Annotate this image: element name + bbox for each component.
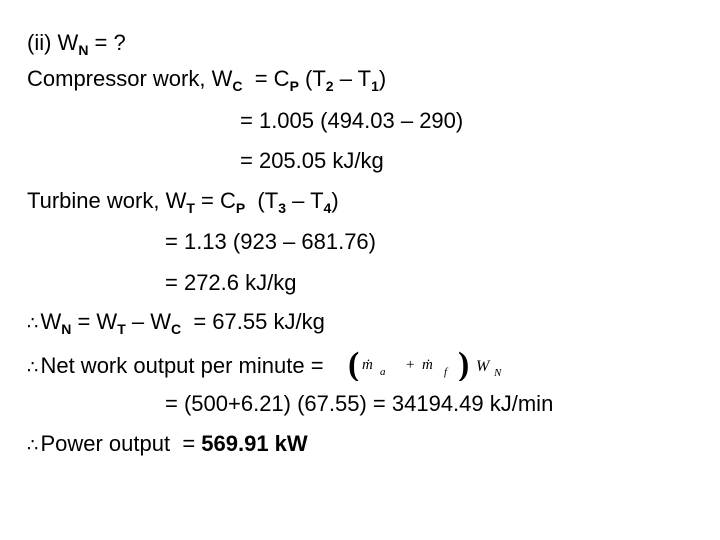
text: = 205.05 kJ/kg	[240, 148, 384, 173]
power-output-value: 569.91 kW	[201, 431, 308, 456]
subscript: P	[235, 200, 246, 216]
text: = (500+6.21) (67.55) = 34194.49 kJ/min	[165, 391, 554, 416]
therefore-icon: ∴	[27, 356, 39, 378]
subscript: N	[61, 321, 72, 337]
subscript: T	[186, 200, 195, 216]
text: W	[40, 309, 62, 334]
text: – T	[333, 66, 372, 91]
formula-sub-f: f	[443, 366, 447, 378]
mass-flow-calc-line	[165, 391, 553, 417]
compressor-calc-line	[240, 108, 463, 134]
formula-graphic	[348, 347, 528, 381]
subscript: 4	[323, 200, 332, 216]
therefore-icon: ∴	[27, 435, 39, 456]
text: = 1.005 (494.03 – 290)	[240, 108, 464, 133]
text: = C	[194, 188, 236, 213]
formula-w: W	[475, 358, 489, 375]
formula-m2: ṁ	[421, 357, 433, 373]
subscript: C	[232, 78, 243, 94]
text: Net work output per minute =	[40, 352, 324, 378]
formula-plus: +	[405, 357, 415, 373]
compressor-result-line	[240, 148, 384, 174]
formula-open-paren: (	[347, 347, 359, 381]
text: = 67.55 kJ/kg	[181, 309, 325, 334]
question-label: (ii) W	[27, 30, 79, 55]
subscript: 1	[371, 78, 379, 94]
subscript: 3	[278, 200, 286, 216]
text: = 1.13 (923 – 681.76)	[165, 229, 376, 254]
subscript: C	[170, 321, 182, 337]
text: (T	[298, 66, 326, 91]
mass-flow-formula	[348, 347, 528, 387]
therefore-icon: ∴	[27, 313, 39, 334]
text: )	[378, 66, 387, 91]
text: – T	[286, 188, 324, 213]
turbine-result-line	[165, 270, 296, 296]
net-work-line	[27, 309, 325, 337]
turbine-calc-line	[165, 229, 376, 255]
text: )	[331, 188, 339, 213]
formula-close-paren: )	[457, 347, 469, 381]
question-rest: = ?	[88, 30, 126, 55]
text: = 272.6 kJ/kg	[165, 270, 297, 295]
power-output-line	[27, 431, 308, 459]
text: Compressor work, W	[27, 66, 233, 91]
subscript: N	[78, 42, 89, 58]
formula-sub-a: a	[379, 366, 386, 378]
compressor-work-line	[27, 66, 386, 92]
text: = W	[71, 309, 118, 334]
question-line	[27, 30, 126, 56]
formula-sub-n: N	[493, 367, 502, 379]
subscript: P	[289, 78, 299, 94]
text: Turbine work, W	[27, 188, 187, 213]
subscript: T	[117, 321, 126, 337]
text: = C	[242, 66, 290, 91]
text: (T	[245, 188, 279, 213]
text: Power output =	[40, 431, 202, 456]
formula-m1: ṁ	[361, 357, 373, 373]
text: – W	[125, 309, 171, 334]
subscript: 2	[325, 78, 334, 94]
net-work-per-minute-line	[27, 347, 528, 387]
turbine-work-line	[27, 188, 339, 214]
